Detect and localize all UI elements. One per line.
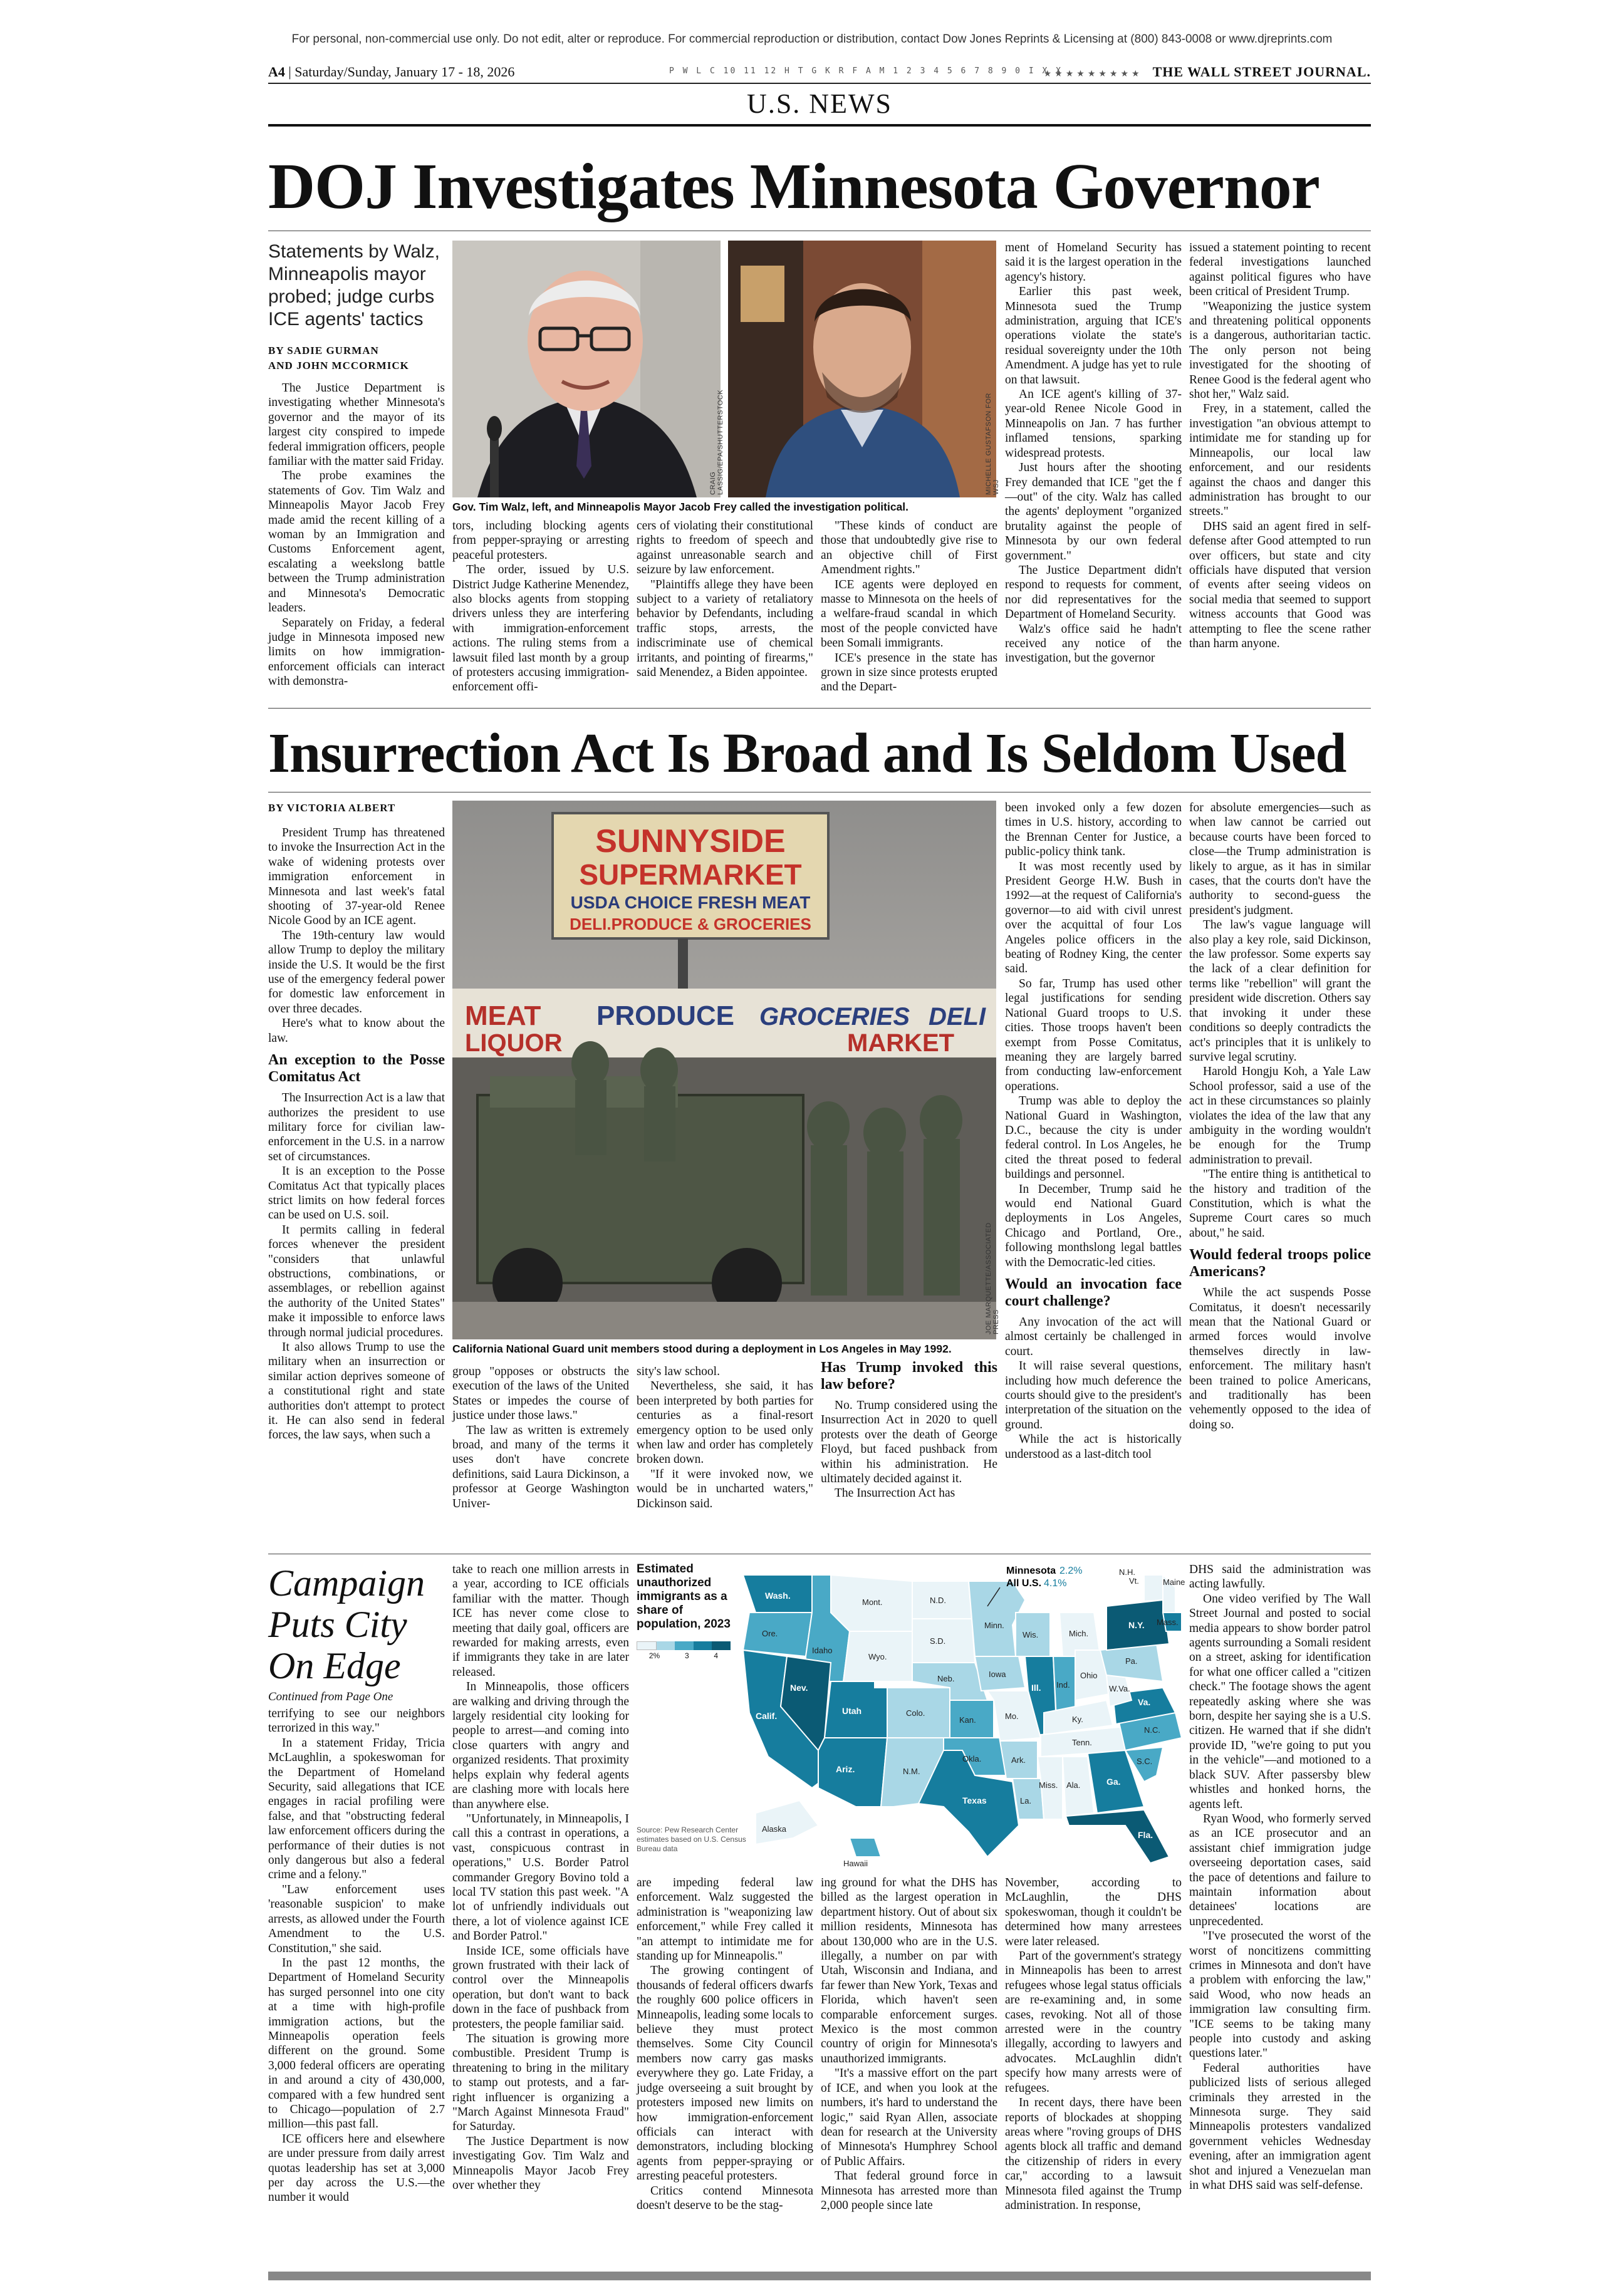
legend-swatch [712, 1641, 731, 1650]
label-ariz: Ariz. [836, 1764, 855, 1774]
paragraph: "If it were invoked now, we would be in uncharted waters," Dickinson said. [637, 1467, 813, 1510]
callout-minnesota: Minnesota [1006, 1566, 1056, 1576]
callout-all-us: All U.S. [1006, 1578, 1042, 1589]
story3-column-3 [637, 1876, 813, 2213]
story3-column-4 [821, 1876, 997, 2213]
frey-illustration [728, 241, 996, 497]
story3-lead-block [268, 1690, 445, 1704]
paragraph: ing ground for what the DHS has billed as the largest operation in department history. Out of about six million residents, Minnesota has about 130,000 who are in the U.S. illegally, a number on par with Utah, Wisconsin and Indiana, and far fewer than New York, Texas and Florida, which haven't seen comparable enforcement surges. Mexico is the most common country of origin for Minnesota's unauthorized immigrants. [821, 1876, 997, 2065]
legend-swatch [637, 1641, 657, 1650]
paragraph: In Minneapolis, those officers are walking and driving through the largely residential city looking for people to arrest—and coming into close quarters with angry and organized residents. That proximity helps explain why federal agents are clashing more with locals here than anywhere else. [452, 1680, 629, 1811]
paragraph: Trump was able to deploy the National Guard in Washington, D.C., because the city is under federal control. In Los Angeles, he cited the threat posed to federal buildings and personnel. [1005, 1094, 1182, 1182]
bottom-bar [268, 2272, 1371, 2280]
state-alaska [756, 1800, 818, 1844]
paragraph: DHS said an agent fired in self-defense after Good attempted to run over officers, but state and city officials have disputed that version of events after seeing videos on social media that seemed to support witness accounts that Good was attempting to flee the scene rather than harm anyone. [1189, 519, 1371, 650]
story2-column-3 [637, 1364, 813, 1511]
map-legend [637, 1641, 731, 1660]
paragraph: Critics contend Minnesota doesn't deserve to be the stag- [637, 2184, 813, 2212]
paragraph: No. Trump considered using the Insurrection Act in 2020 to quell protests over the death of George Floyd, but faced pushback from within his administration. He ultimately decided against it. [821, 1399, 997, 1486]
story3-column-2 [452, 1562, 629, 2193]
story2-column-4 [821, 1359, 997, 1501]
paper-name: THE WALL STREET JOURNAL. [1152, 64, 1371, 80]
paragraph: One video verified by The Wall Street Journal and posted to social media appears to show border patrol agents surrounding a Somali resident on a street, asking for identification for what one officer called a "citizen check." The footage shows the agent repeatedly asking where she was born, despite her saying she is a U.S. citizen. He warned that if she didn't provide ID, "we're going to put you in the vehicle"—and motioned to a black SUV. After passersby blew whistles and honked horns, the agents left. [1189, 1592, 1371, 1811]
label-fla: Fla. [1138, 1830, 1153, 1840]
subhead: Would federal troops police Americans? [1189, 1247, 1371, 1280]
paragraph: Separately on Friday, a federal judge in Minnesota imposed new limits on how immigration-enforcement officials can interact with demonstra- [268, 616, 445, 688]
paragraph: It permits calling in federal forces whenever the president "considers that unlawful obstructions, combinations, or assemblages, or rebellion against the authority of the United States" make it impossible to enforce laws through normal judicial procedures. [268, 1223, 445, 1339]
story2-column-5 [1005, 801, 1182, 1462]
us-map [731, 1562, 1185, 1868]
paragraph: While the act suspends Posse Comitatus, it doesn't necessarily mean that the National Guard or armed forces would involve themselves directly in law-enforcement. The military hasn't been trained to police Americans, and traditionally has been vehemently opposed to the idea of doing so. [1189, 1286, 1371, 1431]
legend-swatch [657, 1641, 675, 1650]
paragraph: In December, Trump said he would end National Guard deployments in Los Angeles, Chicago and Portland, Ore., following monthslong legal battles with the Democratic-led cities. [1005, 1182, 1182, 1269]
legend-label: 2% [648, 1651, 660, 1660]
paragraph: President Trump has threatened to invoke the Insurrection Act in the wake of widening protests over immigration enforcement in Minnesota and last week's fatal shooting of 37-year-old Renee Nicole Good by an ICE agent. [268, 826, 445, 928]
paragraph: Federal authorities have publicized lists of serious alleged criminals they arrested in the Minnesota surge. They said Minneapolis protesters vandalized government vehicles Wednesday evening, after an immigration agent shot and injured a Venezuelan man in what DHS said was self-defense. [1189, 2061, 1371, 2193]
story3-column-6 [1189, 1562, 1371, 2193]
paragraph: Walz's office said he hadn't received any notice of the investigation, but the governor [1005, 622, 1182, 665]
label-ga: Ga. [1106, 1777, 1121, 1787]
story1-byline [268, 343, 445, 373]
paragraph: ment of Homeland Security has said it is the largest operation in the agency's history. [1005, 241, 1182, 284]
paragraph: The Insurrection Act is a law that authorizes the president to use military force for civilian law-enforcement in the U.S. in a narrow set of circumstances. [268, 1091, 445, 1163]
store-word-produce: PRODUCE [596, 1000, 735, 1031]
state-hawaii [850, 1838, 881, 1857]
story1-headline: DOJ Investigates Minnesota Governor [268, 150, 1320, 222]
paragraph: While the act is historically understood as a last-ditch tool [1005, 1433, 1182, 1461]
subhead: Would an invocation face court challenge? [1005, 1276, 1182, 1309]
sign-line-1: SUNNYSIDE [595, 823, 786, 860]
label-wyo: Wyo. [868, 1652, 887, 1661]
label-tenn: Tenn. [1072, 1738, 1092, 1747]
folio-left [268, 64, 514, 80]
story2-byline: BY VICTORIA ALBERT [268, 802, 396, 814]
store-word-market: MARKET [847, 1029, 955, 1057]
photo-frey [728, 241, 996, 497]
folio-bar [268, 61, 1371, 84]
paragraph: DHS said the administration was acting lawfully. [1189, 1563, 1371, 1591]
story1-column-1 [268, 381, 445, 689]
store-word-groceries: GROCERIES [759, 1003, 910, 1031]
story2-headline: Insurrection Act Is Broad and Is Seldom Used [268, 722, 1346, 784]
paragraph: group "opposes or obstructs the execution of the laws of the United States or impedes the course of justice under those laws." [452, 1365, 629, 1423]
folio-right [1044, 64, 1371, 80]
photo-national-guard [452, 801, 996, 1339]
story2-column-1 [268, 826, 445, 1443]
story1-column-6 [1189, 241, 1371, 651]
paragraph: ICE's presence in the state has grown in size since protests erupted and the Depart- [821, 651, 997, 694]
guard-illustration [452, 801, 996, 1339]
sign-line-4: DELI.PRODUCE & GROCERIES [570, 915, 811, 933]
immigrant-map-graphic [637, 1562, 1185, 1868]
callout-all-us-value: 4.1% [1044, 1578, 1067, 1589]
paragraph: "It's a massive effort on the part of ICE, and when you look at the numbers, it's hard to understand the logic," said Ryan Allen, associate dean for research at the University of Minnesota's Humphrey School of Public Affairs. [821, 2067, 997, 2168]
paragraph: The order, issued by U.S. District Judge Katherine Menendez, also blocks agents from stopping drivers unless they are interfering with immigration-enforcement actions. The ruling stems from a lawsuit filed last month by a group of protesters accusing immigration-enforcement offi- [452, 563, 629, 694]
section-rule [268, 124, 1371, 127]
paragraph: The growing contingent of thousands of federal officers dwarfs the roughly 600 police officers in Minneapolis, leading some locals to believe they must protect themselves. Some City Council members now carry gas masks everywhere they go. Late Friday, a judge overseeing a suit brought by protesters imposed new limits on how immigration-enforcement officials can interact with demonstrators, including blocking agents from pepper-spraying or arresting peaceful protesters. [637, 1964, 813, 2183]
label-neb: Neb. [937, 1674, 955, 1683]
label-mont: Mont. [862, 1597, 883, 1607]
story1-column-3 [637, 519, 813, 680]
photo-walz [452, 241, 721, 497]
label-nev: Nev. [790, 1683, 808, 1693]
paragraph: So far, Trump has used other legal justifications for sending National Guard troops to U.S. cities. Those troops haven't been exempt from Posse Comitatus, meaning they are largely barred from conducting law-enforcement operations. [1005, 977, 1182, 1093]
label-idaho: Idaho [812, 1646, 833, 1655]
story1-column-2 [452, 519, 629, 695]
paragraph: An ICE agent's killing of 37-year-old Renee Nicole Good in Minneapolis on Jan. 7 has further inflamed tensions, sparking widespread protests. [1005, 388, 1182, 460]
byline-author-2: AND JOHN MCCORMICK [268, 360, 409, 371]
paragraph: The Insurrection Act has [835, 1487, 955, 1500]
label-miss: Miss. [1039, 1780, 1058, 1790]
paragraph: It is an exception to the Posse Comitatus Act that typically places strict limits on how federal forces can be used on U.S. soil. [268, 1165, 445, 1222]
paragraph: In a statement Friday, Tricia McLaughlin, a spokeswoman for the Department of Homeland Security, said allegations that ICE engages in racial profiling were false, and that "obstructing federal law enforcement officers during the performance of their duties is not only dangerous but also a federal crime and a felony." [268, 1736, 445, 1882]
sign-line-2: SUPERMARKET [579, 858, 802, 891]
story2-column-2 [452, 1364, 629, 1511]
byline-author-1: BY SADIE GURMAN [268, 345, 379, 356]
legend-swatch [694, 1641, 712, 1650]
paragraph: November, according to McLaughlin, the DHS spokeswoman, though it couldn't be determined how many arrestees were later released. [1005, 1876, 1182, 1948]
paragraph: Ryan Wood, who formerly served as an ICE prosecutor and an assistant chief immigration judge overseeing deportation cases, said the pace of detentions and failure to maintain information about detainees' locations are unprecedented. [1189, 1812, 1371, 1928]
label-vt: Vt. [1129, 1576, 1139, 1586]
page-number: A4 [268, 64, 285, 80]
paragraph: are impeding federal law enforcement. Walz suggested the administration is "weaponizing law enforcement," while Frey called it "an attempt to intimidate me for standing up for Minneapolis." [637, 1876, 813, 1963]
label-kan: Kan. [959, 1715, 976, 1725]
paragraph: terrifying to see our neighbors terrorized in this way." [268, 1707, 445, 1735]
label-nm: N.M. [903, 1767, 920, 1776]
label-mass: Mass. [1157, 1618, 1179, 1627]
state-fla [1066, 1810, 1169, 1863]
paragraph: "The entire thing is antithetical to the history and tradition of the Constitution, which is what the Supreme Court cares so much about," he said. [1189, 1168, 1371, 1240]
continued-from: Continued from Page One [268, 1690, 393, 1703]
photo1-credit: CRAIG LASSIG/EPA/SHUTTERSTOCK [709, 389, 724, 495]
label-sd: S.D. [930, 1636, 946, 1646]
story1-column-4 [821, 519, 997, 695]
paragraph: "I've prosecuted the worst of the worst of noncitizens committing crimes in Minnesota and don't have a problem with enforcing the law," said Wood, who now heads an immigration law consulting firm. "ICE seems to be taking many people into custody and asking questions later." [1189, 1930, 1371, 2060]
legend-label: 4 [714, 1651, 719, 1660]
label-maine: Maine [1163, 1577, 1185, 1587]
paragraph: Earlier this past week, Minnesota sued the Trump administration, arguing that ICE's operations violate the state's residual sovereignty under the 10th Amendment. A judge has yet to rule on that lawsuit. [1005, 285, 1182, 387]
label-mo: Mo. [1005, 1712, 1019, 1721]
label-okla: Okla. [962, 1754, 982, 1764]
paragraph: In recent days, there have been reports of blockades at shopping areas where "roving groups of DHS agents block all traffic and demand the citizenship of riders in every car," according to a lawsuit Minnesota filed against the Trump administration. In response, [1005, 2096, 1182, 2212]
paragraph: "Law enforcement uses 'reasonable suspicion' to make arrests, as allowed under the Fourth Amendment to the U.S. Constitution," she said. [268, 1883, 445, 1955]
paragraph: The 19th-century law would allow Trump to deploy the military inside the U.S. It would be the first use of the emergency federal power for domestic law enforcement in over three decades. [268, 928, 445, 1016]
store-word-deli: DELI [929, 1003, 986, 1031]
map-title: Estimated unauthorized immigrants as a share of population, 2023 [637, 1562, 731, 1631]
label-ohio: Ohio [1080, 1671, 1098, 1680]
paragraph: "These kinds of conduct are those that undoubtedly give rise to an objective chill of First Amendment rights." [821, 519, 997, 577]
paragraph: The probe examines the statements of Gov. Tim Walz and Minneapolis Mayor Jacob Frey made amid the recent killing of a woman by an Immigration and Customs Enforcement agent, escalating a weekslong battle between the Trump administration and Minnesota's Democratic leaders. [268, 469, 445, 615]
store-word-liquor: LIQUOR [465, 1029, 563, 1057]
print-codes: P W L C 10 11 12 H T G K R F A M 1 2 3 4 5 6 7 8 9 0 I X X [669, 66, 1063, 76]
story1-caption: Gov. Tim Walz, left, and Minneapolis Mayor Jacob Frey called the investigation political. [452, 501, 909, 513]
paragraph: Any invocation of the act will almost certainly be challenged in court. [1005, 1316, 1182, 1358]
label-alaska: Alaska [762, 1824, 787, 1834]
paragraph: Inside ICE, some officials have grown frustrated with their lack of control over the Minneapolis operation, but don't want to back down in the face of pushback from protesters, the people familiar said. [452, 1944, 629, 2031]
legend-label: 3 [684, 1651, 689, 1660]
callout-minnesota-value: 2.2% [1059, 1566, 1083, 1576]
section-name: U.S. NEWS [747, 88, 892, 119]
paragraph: issued a statement pointing to recent federal investigations launched against political figures who have been critical of President Trump. [1189, 241, 1371, 299]
label-ark: Ark. [1011, 1755, 1026, 1765]
paragraph: "Unfortunately, in Minneapolis, I call this a contrast in operations, a vast, conspicuous contrast in operations," U.S. Border Patrol commander Gregory Bovino told a local TV station this past week. "A lot of unfriendly individuals out there, a lot of violence against ICE and Border Patrol." [452, 1812, 629, 1943]
label-va: Va. [1138, 1697, 1151, 1707]
story3-column-5 [1005, 1876, 1182, 2213]
label-calif: Calif. [756, 1711, 778, 1721]
story2-column-6 [1189, 801, 1371, 1432]
label-wis: Wis. [1023, 1630, 1039, 1639]
paragraph: The law's vague language will also play a key role, said Dickinson, the law professor. Some experts say the lack of a clear definition for terms like "rebellion" will grant the president wide discretion. Others say that invoking it under these conditions so deeply contradicts the act's principles that it is unlikely to survive legal scrutiny. [1189, 918, 1371, 1064]
story1-column-5 [1005, 241, 1182, 666]
story1-deck: Statements by Walz, Minneapolis mayor probed; judge curbs ICE agents' tactics [268, 241, 440, 330]
label-wash: Wash. [765, 1591, 791, 1601]
paragraph: Frey, in a statement, called the investigation "an obvious attempt to intimidate me for standing up for Minneapolis, our local law enforcement, and our residents against the chaos and danger this administration has brought to our streets." [1189, 402, 1371, 519]
label-ala: Ala. [1066, 1780, 1081, 1790]
paragraph: Just hours after the shooting Frey demanded that ICE "get the f—out" of the city. Walz has called the agents' deployment "organized brutality against the people of Minnesota by our own federal government." [1005, 461, 1182, 563]
paragraph: It was most recently used by President George H.W. Bush in 1992—at the request of California's governor—to aid with civil unrest over the acquittal of four Los Angeles police officers in the beating of Rodney King, the center said. [1005, 860, 1182, 976]
label-pa: Pa. [1125, 1656, 1138, 1666]
story3-column-1 [268, 1706, 445, 2205]
map-source: Source: Pew Research Center estimates based on U.S. Census Bureau data [637, 1826, 746, 1853]
label-hawaii: Hawaii [843, 1859, 868, 1868]
label-texas: Texas [962, 1795, 987, 1805]
legend-swatch [675, 1641, 694, 1650]
state-vt [1144, 1575, 1163, 1601]
edition-stars: ★★★★★★★★★ [1043, 70, 1143, 79]
story-divider [268, 708, 1371, 709]
label-la: La. [1020, 1796, 1032, 1805]
story2-caption: California National Guard unit members stood during a deployment in Los Angeles in May 1992. [452, 1343, 952, 1355]
paragraph: Nevertheless, she said, it has been interpreted by both parties for centuries as a final-resort emergency option to be used only when law and order has completely broken down. [637, 1379, 813, 1467]
reprint-notice: For personal, non-commercial use only. Do not edit, alter or reproduce. For commercial reproduction or distribution, contact Dow Jones Reprints & Licensing at (800) 843-0008 or www.djreprints.com [291, 33, 1333, 46]
label-iowa: Iowa [989, 1670, 1006, 1679]
walz-illustration [452, 241, 721, 497]
label-nh: N.H. [1119, 1567, 1135, 1577]
paragraph: take to reach one million arrests in a year, according to ICE officials familiar with the matter. Though ICE has never come close to meeting that daily goal, officers are rewarded for making arrests, even if immigrants they take in are later released. [452, 1563, 629, 1679]
store-word-meat: MEAT [465, 1000, 541, 1031]
label-nc: N.C. [1144, 1725, 1160, 1735]
photo2-credit: MICHELLE GUSTAFSON FOR WSJ [985, 393, 1000, 495]
paragraph: ICE agents were deployed en masse to Minnesota on the heels of a welfare-fraud scandal in which most of the people convicted have been Somali immigrants. [821, 578, 997, 650]
paragraph: ICE officers here and elsewhere are under pressure from daily arrest quotas leadership has set at 3,000 per day across the U.S.—the number it would [268, 2132, 445, 2205]
paragraph: The Justice Department is investigating whether Minnesota's governor and the mayor of its largest city conspired to impede federal immigration officers, people familiar with the matter said Friday. [268, 382, 445, 469]
label-ky: Ky. [1072, 1715, 1083, 1724]
paragraph: "Weaponizing the justice system and threatening political opponents is a dangerous, authoritarian tactic. The only person not being investigated for the shooting of Renee Good is the federal agent who shot her," Walz said. [1189, 299, 1371, 402]
paragraph: Harold Hongju Koh, a Yale Law School professor, said a use of the act in these circumstances so plainly violates the idea of the law that any ambiguity in the wording wouldn't be enough for the Trump administration to prevail. [1189, 1065, 1371, 1166]
photo3-credit: JOE MARQUETTE/ASSOCIATED PRESS [985, 1222, 1000, 1334]
story3-headline: Campaign Puts City On Edge [268, 1562, 425, 1686]
paragraph: In the past 12 months, the Department of Homeland Security has surged personnel into one city at a time with high-profile immigration actions, but the Minneapolis operation feels different on the ground. Some 3,000 federal officers are operating in and around a city of 430,000, compared with a few hundred sent to Chicago—population of 2.7 million—this past fall. [268, 1956, 445, 2131]
paragraph: cers of violating their constitutional rights to freedom of speech and against unreasonable search and seizure by law enforcement. [637, 519, 813, 577]
paragraph: The situation is growing more combustible. President Trump is threatening to bring in the military to stamp out protests, and a far-right influencer is organizing a "March Against Minnesota Fraud" for Saturday. [452, 2032, 629, 2134]
subhead: Has Trump invoked this law before? [821, 1359, 997, 1393]
label-sc: S.C. [1137, 1757, 1153, 1766]
paragraph: It will raise several questions, including how much deference the courts should give to the president's interpretation of the situation on the ground. [1005, 1359, 1182, 1431]
paragraph: The law as written is extremely broad, and many of the terms it uses don't have concrete definitions, said Laura Dickinson, a professor at George Washington Univer- [452, 1423, 629, 1510]
paragraph: for absolute emergencies—such as when law cannot be carried out because courts have been forced to close—the Trump administration is likely to argue, as it has in similar cases, that the courts don't have the authority to second-guess the president's judgment. [1189, 801, 1371, 917]
label-utah: Utah [842, 1706, 862, 1716]
label-ind: Ind. [1056, 1680, 1070, 1690]
issue-date: | Saturday/Sunday, January 17 - 18, 2026 [288, 64, 515, 80]
label-nd: N.D. [930, 1596, 946, 1605]
paragraph: been invoked only a few dozen times in U.S. history, according to the Brennan Center for Justice, a public-policy think tank. [1005, 801, 1182, 859]
label-mich: Mich. [1069, 1629, 1089, 1638]
paragraph: The Justice Department is now investigating Gov. Tim Walz and Minneapolis Mayor Jacob Frey over whether they [452, 2134, 629, 2193]
label-wva: W.Va. [1109, 1684, 1130, 1693]
label-ny: N.Y. [1128, 1620, 1145, 1630]
label-minn: Minn. [984, 1621, 1004, 1630]
label-ill: Ill. [1031, 1683, 1041, 1693]
label-ore: Ore. [762, 1629, 778, 1638]
paragraph: The Justice Department didn't respond to requests for comment, nor did representatives for the Department of Homeland Security. [1005, 563, 1182, 621]
paragraph: Here's what to know about the law. [268, 1017, 445, 1045]
label-colo: Colo. [906, 1708, 925, 1718]
paragraph: sity's law school. [637, 1365, 720, 1378]
paragraph: "Plaintiffs allege they have been subject to a variety of retaliatory behavior by Defendants, including traffic stops, arrests, the indiscriminate use of chemical irritants, and pointing of firearms," said Menendez, a Biden appointee. [637, 578, 813, 680]
paragraph: That federal ground force in Minnesota has arrested more than 2,000 people since late [821, 2169, 997, 2212]
subhead: An exception to the Posse Comitatus Act [268, 1052, 445, 1086]
sign-line-3: USDA CHOICE FRESH MEAT [570, 893, 811, 912]
paragraph: Part of the government's strategy in Minneapolis has been to arrest refugees whose legal status officials are re-examining and, in some cases, revoking. Not all of those arrested were in the country illegally, according to lawyers and advocates. McLaughlin didn't specify how many arrests were of refugees. [1005, 1950, 1182, 2095]
paragraph: It also allows Trump to use the military when an insurrection or similar action deprives someone of a constitutional right and state authorities don't attempt to protect it. He can also send in federal forces, the law says, when such a [268, 1341, 445, 1442]
paragraph: tors, including blocking agents from pepper-spraying or arresting peaceful protesters. [452, 519, 629, 562]
